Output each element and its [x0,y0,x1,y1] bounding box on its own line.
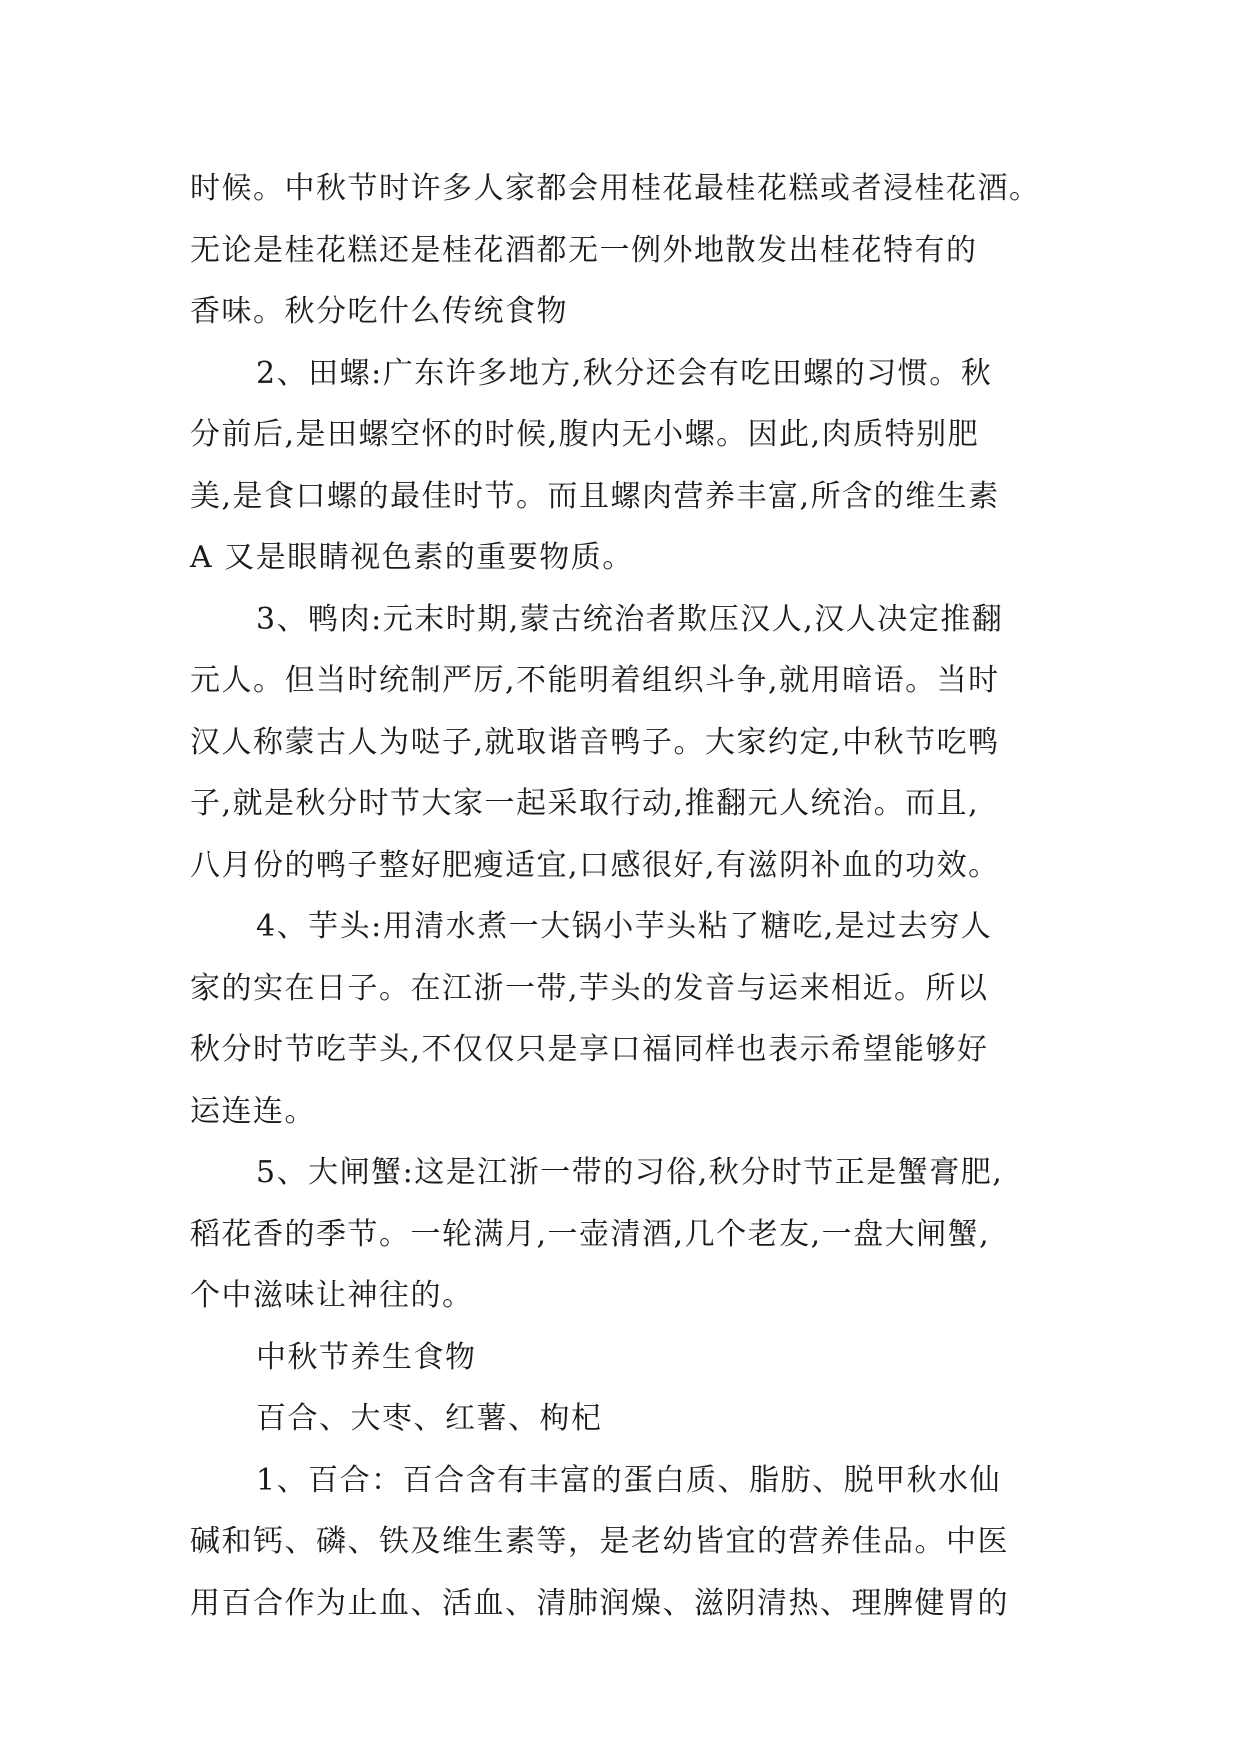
body-text [190,158,1090,1634]
text-line: 美,是食口螺的最佳时节。而且螺肉营养丰富,所含的维生素 [190,478,1000,514]
text-line: 3、鸭肉:元末时期,蒙古统治者欺压汉人,汉人决定推翻 [256,601,1004,637]
text-line: 百合、大枣、红薯、枸杞 [256,1401,603,1436]
text-line: 秋分时节吃芋头,不仅仅只是享口福同样也表示希望能够好 [190,1032,989,1067]
text-line: 个中滋味让神往的。 [190,1278,474,1313]
text-line: 1、百合：百合含有丰富的蛋白质、脂肪、脱甲秋水仙 [256,1462,1002,1498]
text-line: 4、芋头:用清水煮一大锅小芋头粘了糖吃,是过去穷人 [256,909,993,944]
text-line: 无论是桂花糕还是桂花酒都无一例外地散发出桂花特有的 [190,232,978,268]
text-line: 分前后,是田螺空怀的时候,腹内无小螺。因此,肉质特别肥 [190,417,980,452]
text-line: A 又是眼睛视色素的重要物质。 [190,540,634,575]
text-line: 时候。中秋节时许多人家都会用桂花最桂花糕或者浸桂花酒。 [190,171,1041,206]
text-line: 碱和钙、磷、铁及维生素等，是老幼皆宜的营养佳品。中医 [190,1524,1009,1559]
text-line: 汉人称蒙古人为哒子,就取谐音鸭子。大家约定,中秋节吃鸭 [190,724,1000,760]
text-line: 家的实在日子。在江浙一带,芋头的发音与运来相近。所以 [190,970,989,1006]
text-line: 香味。秋分吃什么传统食物 [190,294,568,329]
text-line: 2、田螺:广东许多地方,秋分还会有吃田螺的习惯。秋 [256,355,993,391]
text-line: 中秋节养生食物 [256,1339,477,1375]
text-line: 5、大闸蟹:这是江浙一带的习俗,秋分时节正是蟹膏肥, [256,1155,1004,1190]
text-line: 八月份的鸭子整好肥瘦适宜,口感很好,有滋阴补血的功效。 [190,847,1000,883]
text-line: 子,就是秋分时节大家一起采取行动,推翻元人统治。而且, [190,786,980,821]
text-line: 运连连。 [190,1093,316,1129]
text-line: 元人。但当时统制严厉,不能明着组织斗争,就用暗语。当时 [190,663,1000,698]
text-line: 用百合作为止血、活血、清肺润燥、滋阴清热、理脾健胃的 [190,1585,1009,1621]
text-line: 稻花香的季节。一轮满月,一壶清酒,几个老友,一盘大闸蟹, [190,1216,991,1252]
